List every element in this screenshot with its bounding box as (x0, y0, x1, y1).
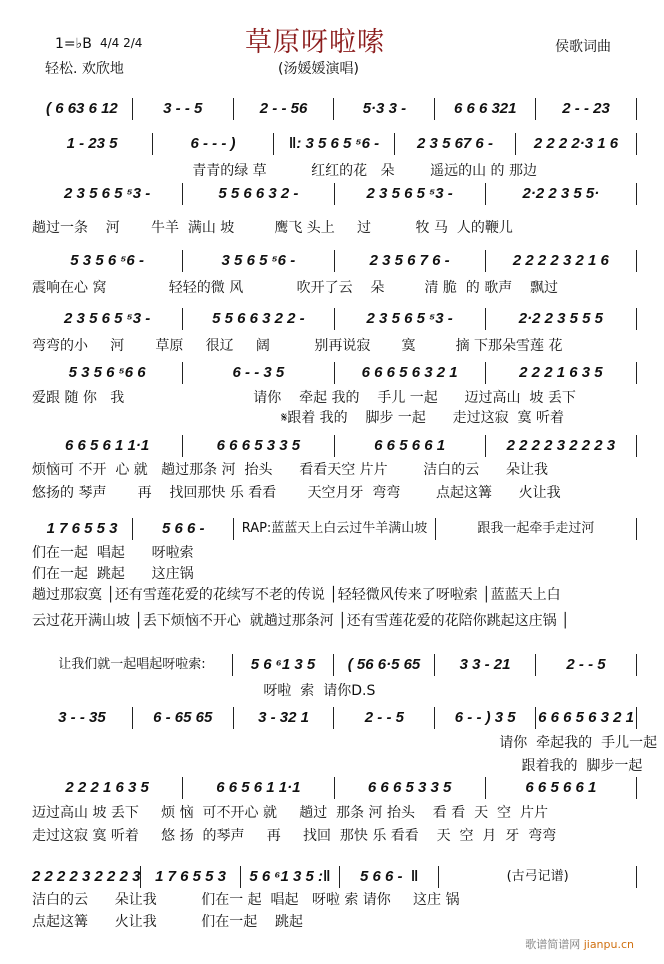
measure: 6 6 6 321 (435, 98, 536, 120)
measure: 6 - - - ) (153, 133, 274, 155)
measure: 2 3 5 6 5 ⁵3 - (335, 308, 486, 330)
notation-row (32, 98, 637, 120)
measure: 3 - - 5 (133, 98, 234, 120)
measure: 2·2 2 3 5 5· (486, 183, 637, 205)
measure: 1 7 6 5 5 3 (32, 518, 133, 540)
lyric-line: 洁白的云 朵让我 们在一 起 唱起 呀啦 索 请你 这庄 锅 (32, 892, 460, 908)
measure: ( 6 63 6 12 (32, 98, 133, 120)
measure: 6 - - 3 5 (183, 362, 334, 384)
lyric-line: 呀啦 索 请你D.S (32, 683, 376, 699)
measure: 2 3 5 67 6 - (395, 133, 516, 155)
measure: 3 5 6 5 ⁵6 - (183, 250, 334, 272)
notation-row (32, 308, 637, 330)
measure: 2 2 2 2 3 2 2 2 3 (32, 866, 141, 888)
lyric-line: 点起这篝 火让我 们在一起 跳起 (32, 914, 304, 930)
lyric-line: 们在一起 唱起 呀啦索 (32, 545, 194, 561)
lyric-line: 弯弯的小 河 草原 很辽 阔 别再说寂 寞 摘 下那朵雪莲 花 (32, 338, 563, 354)
measure: 2 2 2 1 6 3 5 (486, 362, 637, 384)
measure: 6 6 6 5 3 3 5 (183, 435, 334, 457)
measure: 5 6 6 - (133, 518, 234, 540)
measure: 6 6 5 6 1 1·1 (32, 435, 183, 457)
measure: 5 5 6 6 3 2 2 - (183, 308, 334, 330)
measure: 2·2 2 3 5 5 5 (486, 308, 637, 330)
notation-row (32, 133, 637, 155)
measure: 1 - 23 5 (32, 133, 153, 155)
measure: 2 2 2 2·3 1 6 (516, 133, 637, 155)
measure: 1 7 6 5 5 3 (141, 866, 240, 888)
measure: 6 - - ) 3 5 (435, 707, 536, 729)
lyric-line: 烦恼可 不开 心 就 趟过那条 河 抬头 看看天空 片片 洁白的云 朵让我 (32, 462, 548, 478)
measure: 2 - - 5 (536, 654, 637, 676)
notation-row (32, 707, 637, 729)
notation-row (32, 518, 637, 540)
singer: (汤媛媛演唱) (278, 61, 359, 77)
lyric-line: 震响在心 窝 轻轻的微 风 吹开了云 朵 清 脆 的 歌声 飘过 (32, 280, 559, 296)
notation-row (32, 777, 637, 799)
measure: ( 56 6·5 65 (334, 654, 435, 676)
lyric-line: 们在一起 跳起 这庄锅 (32, 566, 194, 582)
measure: 2 3 5 6 5 ⁵3 - (32, 308, 183, 330)
measure: 2 3 5 6 5 ⁵3 - (32, 183, 183, 205)
lyric-line: 云过花开满山坡 │丢下烦恼不开心 就趟过那条河 │还有雪莲花爱的花陪你跳起这庄锅 │ (32, 613, 570, 629)
measure: 2 3 5 6 5 ⁵3 - (335, 183, 486, 205)
lyric-line: 趟过一条 河 牛羊 满山 坡 鹰飞 头上 过 牧 马 人的鞭儿 (32, 220, 513, 236)
lyric-line: 迈过高山 坡 丢下 烦 恼 可不开心 就 趟过 那条 河 抬头 看 看 天 空 片片 (32, 805, 548, 821)
measure: 2 2 2 1 6 3 5 (32, 777, 183, 799)
measure: (古弓记谱) (439, 866, 637, 888)
credits: 侯歌词曲 (555, 39, 611, 55)
measure: 6 6 6 5 6 3 2 1 (335, 362, 486, 384)
notation-row (32, 866, 637, 888)
lyric-line: 爱跟 随 你 我 请你 牵起 我的 手儿 一起 迈过高山 坡 丢下 (32, 390, 576, 406)
lyric-line: 青青的绿 草 红红的花 朵 遥远的山 的 那边 (32, 163, 538, 179)
measure: 5 6 ⁶1 3 5 (233, 654, 334, 676)
measure: 跟我一起牵手走过河 (436, 518, 637, 540)
measure: 2 2 2 2 3 2 2 2 3 (486, 435, 637, 457)
measure: 6 6 5 6 6 1 (335, 435, 486, 457)
measure: 6 6 5 6 1 1·1 (183, 777, 334, 799)
measure: ‖: 3 5 6 5 ⁵6 - (274, 133, 395, 155)
measure: 3 - 32 1 (234, 707, 335, 729)
measure: 3 - - 35 (32, 707, 133, 729)
measure: 2 3 5 6 7 6 - (335, 250, 486, 272)
lyric-line: 走过这寂 寞 听着 悠 扬 的琴声 再 找回 那快 乐 看看 天 空 月 牙 弯弯 (32, 828, 557, 844)
measure: 5 3 5 6 ⁵6 - (32, 250, 183, 272)
tempo-marking: 轻松. 欢欣地 (45, 61, 124, 77)
lyric-line: 趟过那寂寞 │还有雪莲花爱的花续写不老的传说 │轻轻微风传来了呀啦索 │蓝蓝天上白 (32, 587, 561, 603)
lyric-line: 悠扬的 琴声 再 找回那快 乐 看看 天空月牙 弯弯 点起这篝 火让我 (32, 485, 561, 501)
measure: 6 - 65 65 (133, 707, 234, 729)
song-title: 草原呀啦嗦 (245, 27, 385, 58)
watermark: 歌谱简谱网 jianpu.cn (525, 938, 634, 951)
measure: 5 6 ⁶1 3 5 :‖ (241, 866, 340, 888)
lyric-line: 𝄋跟着 我的 脚步 一起 走过这寂 寞 听着 (32, 410, 564, 426)
measure: 6 6 6 5 3 3 5 (335, 777, 486, 799)
time-signature: 4/4 2/4 (100, 36, 143, 50)
measure: 6 6 5 6 6 1 (486, 777, 637, 799)
measure: 2 2 2 2 3 2 1 6 (486, 250, 637, 272)
lyric-line: 跟着我的 脚步一起 (32, 758, 643, 774)
notation-row (32, 362, 637, 384)
notation-row (32, 435, 637, 457)
measure: 3 3 - 21 (435, 654, 536, 676)
key-signature: 1=♭B (55, 36, 92, 52)
measure: 5 5 6 6 3 2 - (183, 183, 334, 205)
measure: 5 3 5 6 ⁵6 6 (32, 362, 183, 384)
measure: RAP:蓝蓝天上白云过牛羊满山坡 (234, 518, 435, 540)
notation-row (32, 183, 637, 205)
notation-row (32, 654, 637, 676)
lyric-line: 请你 牵起我的 手儿一起 (32, 735, 658, 751)
measure: 2 - - 5 (334, 707, 435, 729)
measure: 让我们就一起唱起呀啦索: (32, 654, 233, 676)
measure: 6 6 6 5 6 3 2 1 (536, 707, 637, 729)
measure: 5 6 6 - ‖ (340, 866, 439, 888)
notation-row (32, 250, 637, 272)
measure: 5·3 3 - (334, 98, 435, 120)
measure: 2 - - 56 (234, 98, 335, 120)
measure: 2 - - 23 (536, 98, 637, 120)
